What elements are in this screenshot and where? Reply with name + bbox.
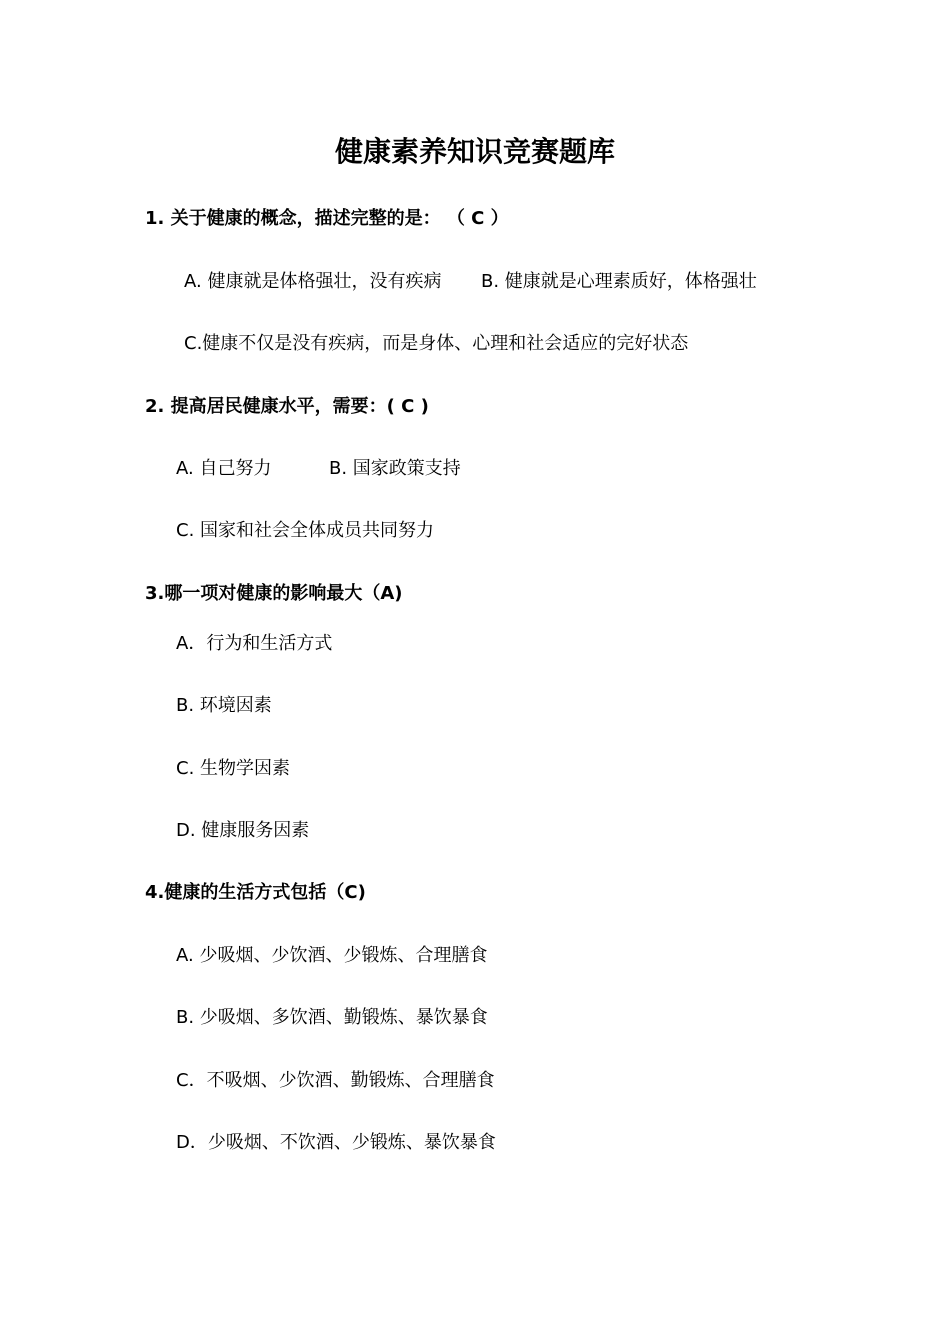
question-2-option-b: B. 国家政策支持: [329, 458, 461, 479]
question-4-option-a: A. 少吸烟、少饮酒、少锻炼、合理膳食: [176, 945, 488, 966]
question-3: 3.哪一项对健康的影响最大（A): [145, 583, 403, 604]
question-1-option-a: A. 健康就是体格强壮，没有疾病: [184, 271, 442, 292]
question-4-option-b: B. 少吸烟、多饮酒、勤锻炼、暴饮暴食: [176, 1007, 488, 1028]
question-4-option-c: C．不吸烟、少饮酒、勤锻炼、合理膳食: [176, 1070, 495, 1091]
question-1: 1. 关于健康的概念，描述完整的是： （ C ）: [145, 208, 509, 229]
question-4-option-d: D．少吸烟、不饮酒、少锻炼、暴饮暴食: [176, 1132, 496, 1153]
question-2-option-c: C. 国家和社会全体成员共同努力: [176, 520, 435, 541]
question-1-option-b: B. 健康就是心理素质好，体格强壮: [481, 271, 757, 292]
question-3-option-a: A．行为和生活方式: [176, 633, 333, 654]
question-3-option-b: B. 环境因素: [176, 695, 272, 716]
question-4: 4.健康的生活方式包括（C): [145, 882, 366, 903]
question-3-option-c: C. 生物学因素: [176, 758, 291, 779]
question-2-option-a: A. 自己努力: [176, 458, 272, 479]
question-3-option-d: D. 健康服务因素: [176, 820, 310, 841]
question-2: 2. 提高居民健康水平，需要：( C ): [145, 396, 429, 417]
page-title: 健康素养知识竞赛题库: [334, 135, 615, 168]
question-1-option-c: C.健康不仅是没有疾病，而是身体、心理和社会适应的完好状态: [184, 333, 689, 354]
